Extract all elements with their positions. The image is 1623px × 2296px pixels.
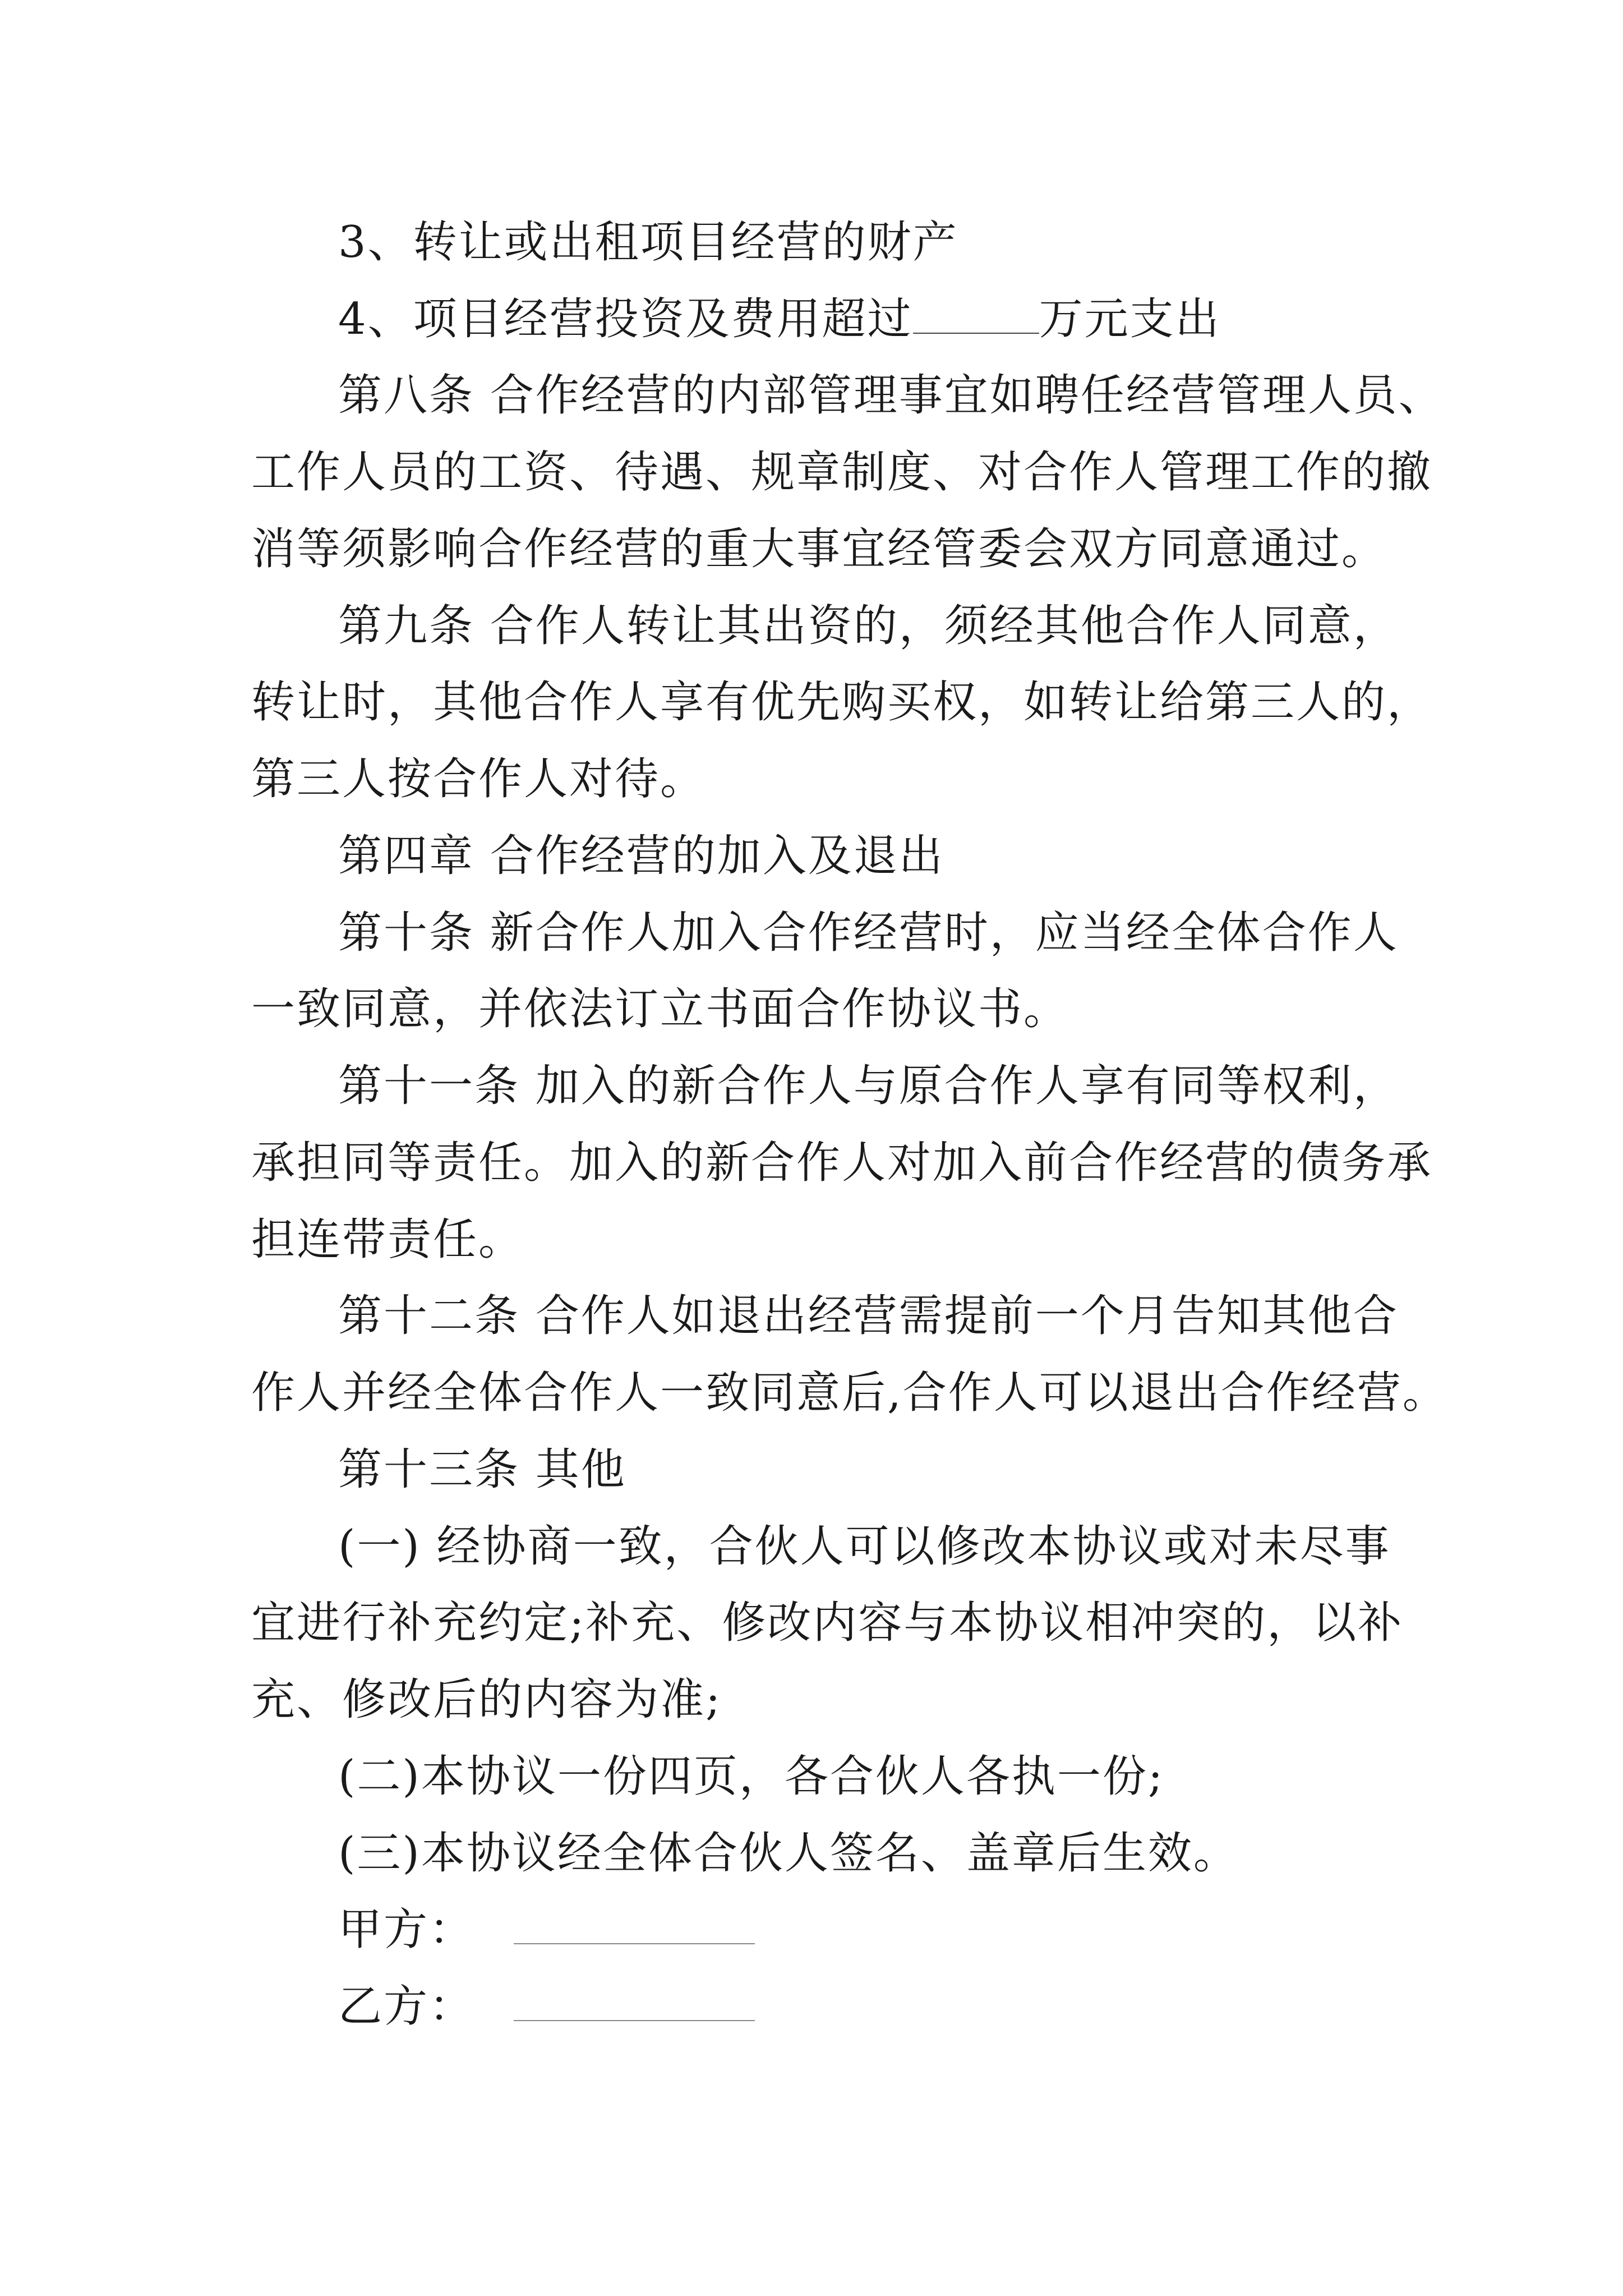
article-8-line-1: 第八条 合作经营的内部管理事宜如聘任经营管理人员、 (338, 370, 1444, 421)
article-11-line-1: 第十一条 加入的新合作人与原合作人享有同等权利， (338, 1061, 1399, 1111)
article-8-line-2: 工作人员的工资、待遇、规章制度、对合作人管理工作的撤 (251, 447, 1433, 498)
other-item-1-line-2: 宜进行补充约定;补充、修改内容与本协议相冲突的，以补 (251, 1598, 1404, 1648)
chapter-4-heading: 第四章 合作经营的加入及退出 (338, 831, 944, 881)
article-13-heading: 第十三条 其他 (338, 1444, 626, 1495)
party-a-label: 甲方： (338, 1904, 475, 1955)
article-11-line-3: 担连带责任。 (251, 1214, 524, 1265)
article-12-line-2: 作人并经全体合作人一致同意后,合作人可以退出合作经营。 (251, 1368, 1448, 1418)
article-9-line-2: 转让时，其他合作人享有优先购买权，如转让给第三人的， (251, 677, 1433, 728)
article-9-line-3: 第三人按合作人对待。 (251, 754, 706, 804)
clause-item-4-unit: 万元支出 (1039, 294, 1221, 344)
clause-item-3: 3、转让或出租项目经营的财产 (338, 217, 958, 268)
party-b-signature-line (514, 2020, 755, 2021)
article-11-line-2: 承担同等责任。加入的新合作人对加入前合作经营的债务承 (251, 1138, 1433, 1188)
party-a-signature (338, 1904, 755, 1955)
other-item-1-line-1: (一) 经协商一致，合伙人可以修改本协议或对未尽事 (338, 1521, 1391, 1572)
party-b-label: 乙方： (338, 1981, 475, 2032)
amount-blank (913, 333, 1039, 334)
article-12-line-1: 第十二条 合作人如退出经营需提前一个月告知其他合 (338, 1291, 1399, 1341)
party-a-signature-line (514, 1943, 755, 1944)
other-item-1-line-3: 充、修改后的内容为准; (251, 1674, 722, 1725)
article-10-line-2: 一致同意，并依法订立书面合作协议书。 (251, 984, 1069, 1034)
other-item-3: (三)本协议经全体合伙人签名、盖章后生效。 (338, 1828, 1239, 1879)
other-item-2: (二)本协议一份四页，各合伙人各执一份; (338, 1751, 1165, 1802)
clause-item-4-text: 4、项目经营投资及费用超过 (338, 294, 913, 344)
article-9-line-1: 第九条 合作人转让其出资的，须经其他合作人同意， (338, 601, 1399, 651)
clause-item-4 (338, 294, 1221, 344)
party-b-signature (338, 1981, 755, 2032)
article-8-line-3: 消等须影响合作经营的重大事宜经管委会双方同意通过。 (251, 524, 1387, 574)
article-10-line-1: 第十条 新合作人加入合作经营时，应当经全体合作人 (338, 908, 1399, 958)
